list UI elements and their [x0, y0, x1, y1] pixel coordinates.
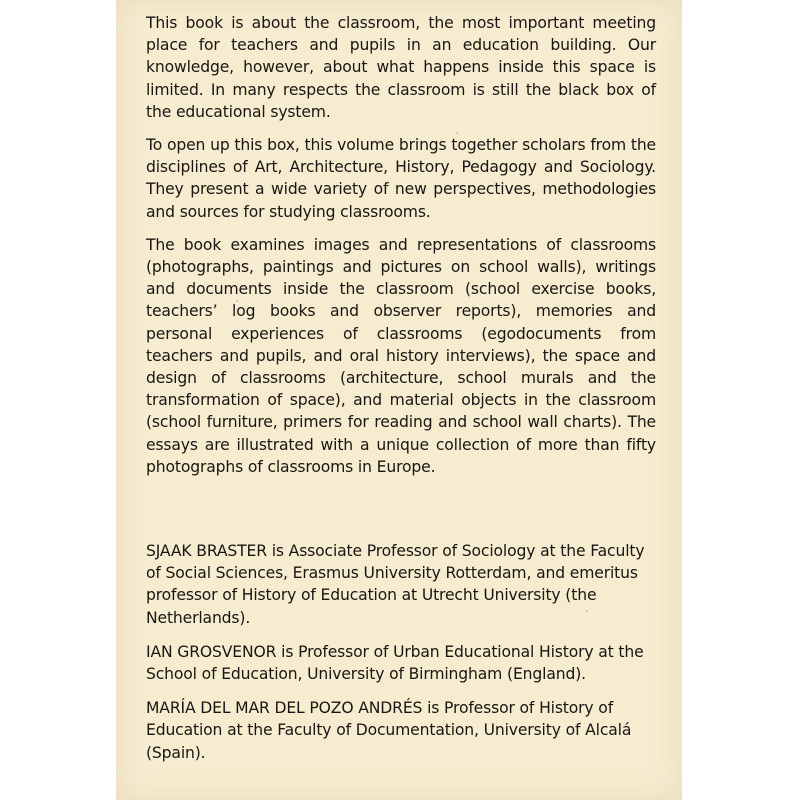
author-description: is Associate Professor of Sociology at the Faculty of Social Sciences, Erasmus University Rotterdam, and emeritus professor of History of Education at Utrecht University (the Netherlands). — [146, 542, 645, 627]
author-name: IAN GROSVENOR — [146, 642, 277, 661]
paper-speck — [586, 610, 588, 612]
blurb-paragraph-2: To open up this box, this volume brings together scholars from the disciplines of Art, Architecture, History, Pedagogy and Sociology. They present a wide variety of new perspectives, methodologies and sources for studying classrooms. — [146, 136, 656, 221]
author-bios — [146, 540, 656, 776]
author-name: SJAAK BRASTER — [146, 542, 267, 560]
blurb-paragraph-3: The book examines images and representations of classrooms (photographs, paintings and pictures on school walls), writings and documents inside the classroom (school exercise books, teachers’ log books and observer reports), memories and personal experiences of classrooms (egodocuments from teachers and pupils, and oral history interviews), the space and design of classrooms (architecture, school murals and the transformation of space), and material objects in the classroom (school furniture, primers for reading and school wall charts). The essays are illustrated with a unique collection of more than fifty photographs of classrooms in Europe. — [146, 235, 656, 476]
blurb-paragraph-1: This book is about the classroom, the most important meeting place for teachers and pupils in an education building. Our knowledge, however, about what happens inside this space is limited. In many respects the classroom is still the black box of the educational system. — [146, 14, 656, 121]
book-blurb — [146, 12, 656, 489]
paper-speck — [236, 300, 238, 302]
author-name: MARÍA DEL MAR DEL POZO ANDRÉS — [146, 699, 423, 718]
author-bio-del-pozo — [146, 697, 656, 764]
paper-speck — [456, 132, 458, 134]
author-description: is Professor of History of Education at the Faculty of Documentation, University of Alcalá (Spain). — [146, 699, 632, 762]
back-cover — [116, 0, 682, 800]
author-bio-braster — [146, 540, 656, 629]
author-description: is Professor of Urban Educational History at the School of Education, University of Birmingham (England). — [146, 642, 644, 684]
author-bio-grosvenor — [146, 641, 656, 685]
